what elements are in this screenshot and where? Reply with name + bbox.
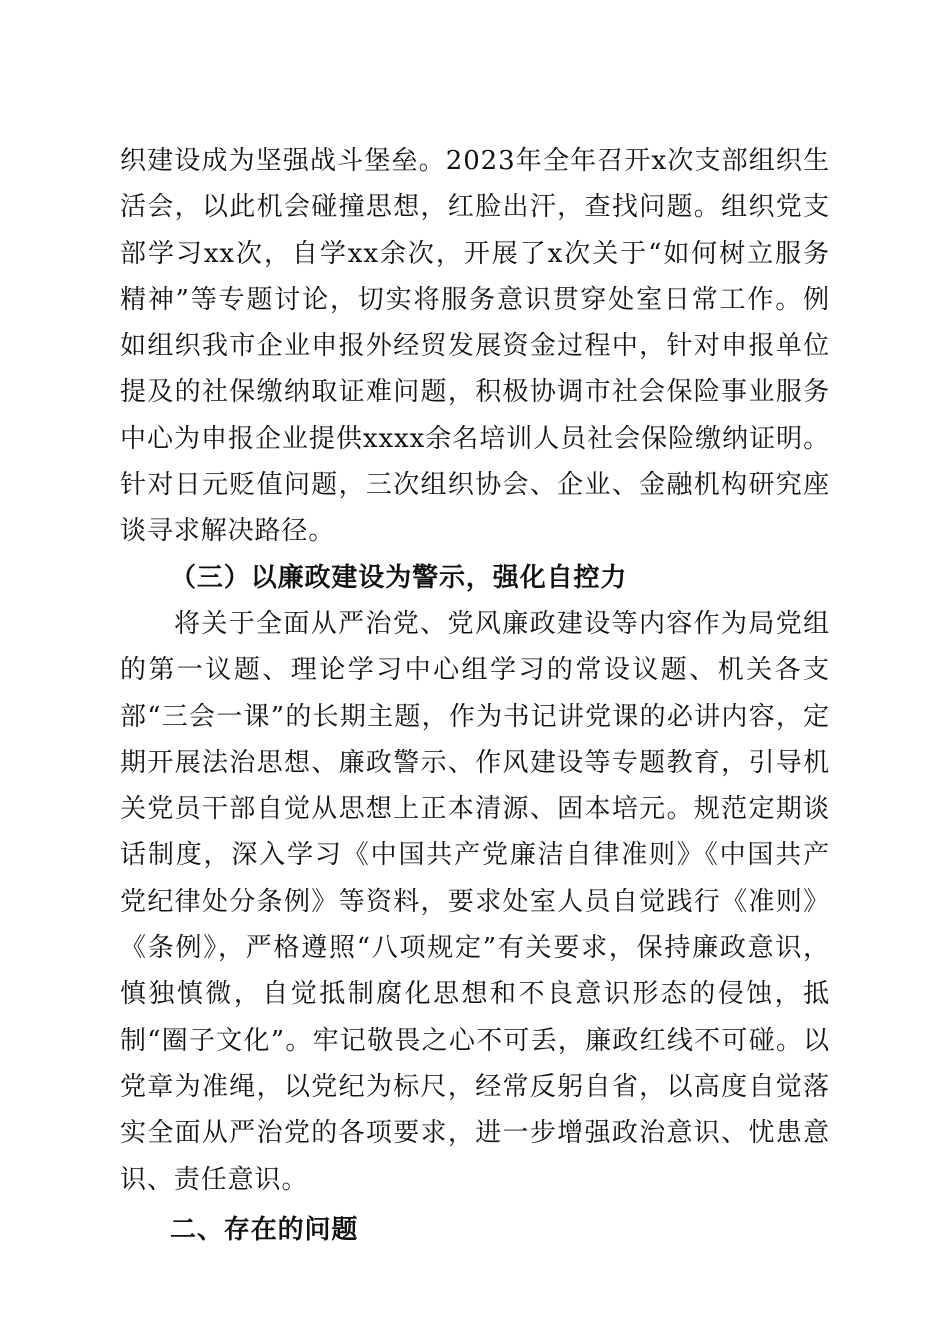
paragraph-continued: 织建设成为坚强战斗堡垒。2023年全年召开x次支部组织生活会，以此机会碰撞思想，红脸出汗，查找问题。组织党支部学习xx次，自学xx余次，开展了x次关于“如何树立服务精神”等专题讨论，切实将服务意识贯穿处室日常工作。例如组织我市企业申报外经贸发展资金过程中，针对申报单位提及的社保缴纳取证难问题，积极协调市社会保险事业服务中心为申报企业提供xxxx余名培训人员社会保险缴纳证明。针对日元贬值问题，三次组织协会、企业、金融机构研究座谈寻求解决路径。 <box>120 146 830 547</box>
section-heading-existing-problems: 二、存在的问题 <box>170 1214 359 1245</box>
paragraph-integrity-building: 将关于全面从严治党、党风廉政建设等内容作为局党组的第一议题、理论学习中心组学习的常设议题、机关各支部“三会一课”的长期主题，作为书记讲党课的必讲内容，定期开展法治思想、廉政警示、作风建设等专题教育，引导机关党员干部自觉从思想上正本清源、固本培元。规范定期谈话制度，深入学习《中国共产党廉洁自律准则》《中国共产党纪律处分条例》等资料，要求处室人员自觉践行《准则》《条例》，严格遵照“八项规定”有关要求，保持廉政意识，慎独慎微，自觉抵制腐化思想和不良意识形态的侵蚀，抵制“圈子文化”。牢记敬畏之心不可丢，廉政红线不可碰。以党章为准绳，以党纪为标尺，经常反躬自省，以高度自觉落实全面从严治党的各项要求，进一步增强政治意识、忧患意识、责任意识。 <box>120 608 830 1195</box>
document-page <box>120 138 830 1257</box>
subheading-integrity-building: （三）以廉政建设为警示，强化自控力 <box>170 562 628 593</box>
